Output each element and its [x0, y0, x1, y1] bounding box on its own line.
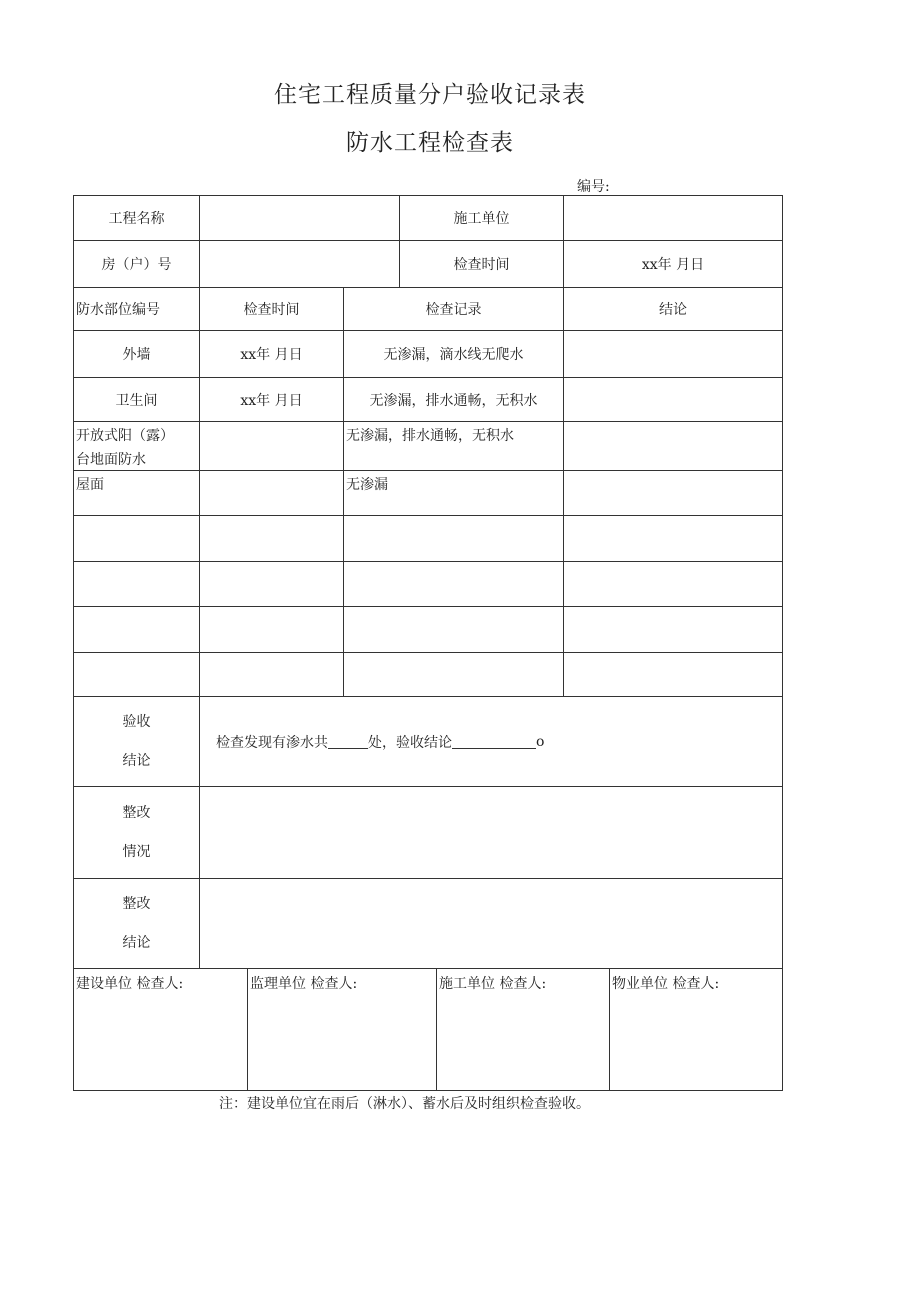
rect-conclusion-label [73, 878, 200, 969]
row-result[interactable] [563, 515, 783, 562]
signature-contractor[interactable]: 施工单位 检查人: [436, 968, 610, 1091]
acceptance-label [73, 696, 200, 787]
col-header-part: 防水部位编号 [73, 287, 200, 331]
row-time[interactable] [199, 561, 344, 607]
acceptance-label-line2: 结论 [122, 752, 151, 769]
row-time[interactable] [199, 606, 344, 653]
col-header-time: 检查时间 [199, 287, 344, 331]
row-result[interactable] [563, 377, 783, 422]
row-result[interactable] [563, 470, 783, 516]
acceptance-text-middle: 处，验收结论 [368, 734, 452, 751]
row-record[interactable] [343, 561, 564, 607]
rectification-label-line2: 情况 [122, 843, 151, 860]
room-label: 房（户）号 [73, 240, 200, 288]
form-subtitle: 防水工程检查表 [346, 130, 514, 156]
row-record[interactable] [343, 652, 564, 697]
row-time[interactable] [199, 652, 344, 697]
acceptance-text-before: 检查发现有渗水共 [216, 734, 328, 751]
row-result[interactable] [563, 606, 783, 653]
rectification-label [73, 786, 200, 879]
row-record[interactable]: 无渗漏，排水通畅，无积水 [343, 421, 564, 471]
col-header-record: 检查记录 [343, 287, 564, 331]
acceptance-conclusion[interactable] [199, 696, 783, 787]
row-time[interactable] [199, 421, 344, 471]
rect-conclusion-field[interactable] [199, 878, 783, 969]
row-result[interactable] [563, 652, 783, 697]
inspect-time-field[interactable]: xx年 月日 [563, 240, 783, 288]
row-result[interactable] [563, 421, 783, 471]
row-part[interactable] [73, 606, 200, 653]
row-part: 外墙 [73, 330, 200, 378]
signature-supervisor[interactable]: 监理单位 检查人: [247, 968, 437, 1091]
signature-property[interactable]: 物业单位 检查人: [609, 968, 783, 1091]
row-part: 屋面 [73, 470, 200, 516]
rect-conclusion-label-line2: 结论 [122, 934, 151, 951]
contractor-field[interactable] [563, 195, 783, 241]
row-result[interactable] [563, 561, 783, 607]
row-record[interactable]: 无渗漏，滴水线无爬水 [343, 330, 564, 378]
signature-owner[interactable]: 建设单位 检查人: [73, 968, 248, 1091]
row-part[interactable] [73, 652, 200, 697]
row-time[interactable] [199, 470, 344, 516]
form-title: 住宅工程质量分户验收记录表 [274, 82, 586, 108]
inspect-time-label: 检查时间 [399, 240, 564, 288]
row-time[interactable] [199, 515, 344, 562]
conclusion-blank[interactable] [452, 734, 536, 749]
code-label: 编号: [577, 179, 610, 195]
row-time[interactable]: xx年 月日 [199, 377, 344, 422]
row-part[interactable] [73, 561, 200, 607]
row-part: 开放式阳（露）台地面防水 [73, 421, 200, 471]
row-record[interactable]: 无渗漏 [343, 470, 564, 516]
rectification-label-line1: 整改 [122, 804, 151, 821]
row-record[interactable] [343, 515, 564, 562]
contractor-label: 施工单位 [399, 195, 564, 241]
row-part[interactable] [73, 515, 200, 562]
col-header-result: 结论 [563, 287, 783, 331]
row-result[interactable] [563, 330, 783, 378]
row-time[interactable]: xx年 月日 [199, 330, 344, 378]
project-name-label: 工程名称 [73, 195, 200, 241]
footnote: 注：建设单位宜在雨后（淋水）、蓄水后及时组织检查验收。 [219, 1096, 590, 1112]
rect-conclusion-label-line1: 整改 [122, 895, 151, 912]
rectification-field[interactable] [199, 786, 783, 879]
row-part: 卫生间 [73, 377, 200, 422]
row-record[interactable] [343, 606, 564, 653]
acceptance-text-end: o [536, 733, 545, 750]
acceptance-label-line1: 验收 [122, 713, 151, 730]
room-field[interactable] [199, 240, 400, 288]
leak-count-blank[interactable] [328, 734, 368, 749]
row-record[interactable]: 无渗漏，排水通畅，无积水 [343, 377, 564, 422]
project-name-field[interactable] [199, 195, 400, 241]
